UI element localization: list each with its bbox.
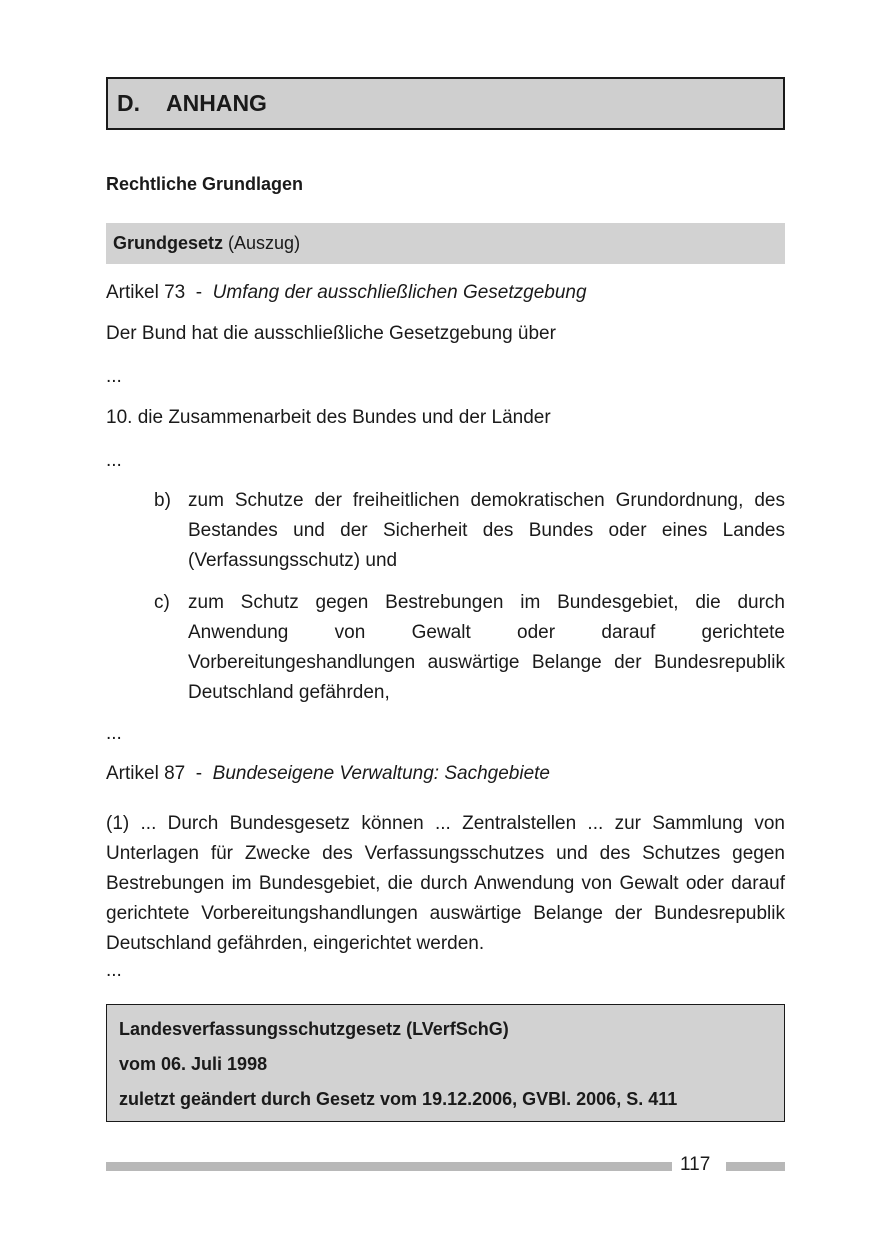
list-marker: c) (154, 592, 170, 613)
article-87-paragraph: (1) ... Durch Bundesgesetz können ... Zentralstellen ... zur Sammlung von Unterlagen für Zwecke des Verfassungsschutzes und des Schutzes gegen Bestrebungen im Bundesgebiet, die durch Anwendung von Gewalt oder darauf gerichtete Vorbereitungshandlungen auswärtige Belange der Bundesrepublik Deutschland gefährden, eingerichtet werden. (106, 813, 785, 954)
law-note: (Auszug) (228, 233, 301, 253)
list-item-c (154, 588, 785, 708)
chapter-heading (106, 77, 785, 130)
article-87-title: Bundeseigene Verwaltung: Sachgebiete (212, 763, 550, 784)
article-73-separator: - (195, 282, 203, 303)
law-name: Grundgesetz (113, 233, 224, 253)
ellipsis: ... (106, 960, 122, 981)
chapter-title: ANHANG (166, 90, 267, 116)
article-87-heading (106, 763, 550, 785)
ellipsis: ... (106, 723, 122, 744)
state-law-box (106, 1004, 785, 1122)
footer-rule-right (726, 1162, 785, 1171)
article-73-title: Umfang der ausschließlichen Gesetzgebung (212, 282, 587, 303)
chapter-number: D. (117, 90, 140, 116)
page-number: 117 (680, 1154, 711, 1175)
list-item-b (154, 486, 785, 576)
article-87-number: Artikel 87 (106, 763, 186, 784)
article-73-number: Artikel 73 (106, 282, 186, 303)
list-item-text: zum Schutze der freiheitlichen demokratischen Grundordnung, des Bestandes und der Sicherheit des Bundes oder eines Landes (Verfassungsschutz) und (188, 490, 785, 571)
article-73-intro: Der Bund hat die ausschließliche Gesetzgebung über (106, 323, 556, 344)
law-header-bar (106, 223, 785, 264)
list-item-text: zum Schutz gegen Bestrebungen im Bundesgebiet, die durch Anwendung von Gewalt oder darauf gerichtete Vorbereitungeshandlungen auswärtige Belange der Bundesrepublik Deutschland gefährden, (188, 592, 785, 703)
ellipsis: ... (106, 366, 122, 387)
article-73-heading (106, 282, 587, 304)
list-marker: b) (154, 490, 171, 511)
article-73-item-10: 10. die Zusammenarbeit des Bundes und der Länder (106, 407, 551, 428)
ellipsis: ... (106, 450, 122, 471)
state-law-date: vom 06. Juli 1998 (119, 1054, 268, 1074)
section-heading: Rechtliche Grundlagen (106, 174, 304, 194)
footer-rule-left (106, 1162, 672, 1171)
state-law-name: Landesverfassungsschutzgesetz (LVerfSchG) (119, 1019, 509, 1039)
article-87-separator: - (195, 763, 203, 784)
state-law-amendment: zuletzt geändert durch Gesetz vom 19.12.2006, GVBl. 2006, S. 411 (119, 1089, 678, 1109)
